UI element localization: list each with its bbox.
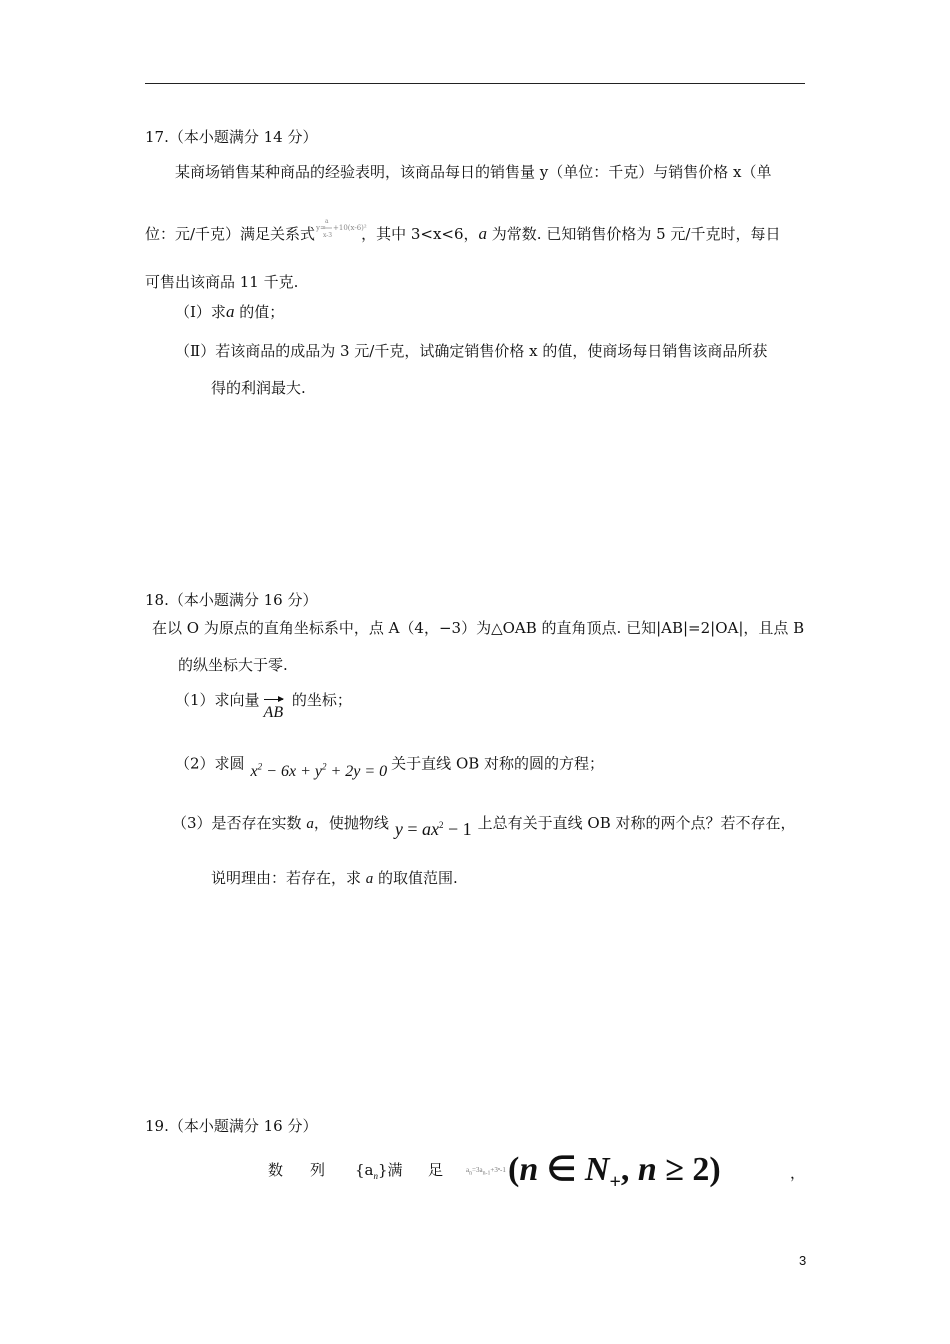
q19-word-5: 足 bbox=[428, 1161, 444, 1179]
q19-seq-symbol: $\{a_n\}$满 bbox=[355, 1161, 403, 1181]
q18-part1: （1）求向量 AB 的坐标； bbox=[175, 691, 352, 721]
circle-equation: $x^2 - 6x + y^2 + 2y = 0$ bbox=[250, 762, 388, 781]
q18-line1: 在以 O 为原点的直角坐标系中，点 A（4，−3）为△OAB 的直角顶点. 已知|AB|=2|OA|，且点 B bbox=[152, 619, 805, 637]
vector-ab: AB bbox=[264, 703, 284, 723]
q19-comma: ， bbox=[790, 1164, 806, 1182]
header-rule bbox=[145, 83, 805, 84]
q18-part3-line2: 说明理由：若存在，求 a 的取值范围. bbox=[211, 869, 458, 887]
q19-recurrence-image: $a_n=3a_{n-1}+3^n-1$ bbox=[466, 1166, 506, 1177]
svg-text:x-3: x-3 bbox=[323, 232, 333, 239]
q18-line2: 的纵坐标大于零. bbox=[178, 656, 288, 674]
q17-line3: 可售出该商品 11 千克. bbox=[145, 273, 299, 291]
svg-text:+10(x-6)²: +10(x-6)² bbox=[333, 224, 367, 232]
q19-title: 19.（本小题满分 16 分） bbox=[145, 1117, 318, 1135]
q19-word-2: 列 bbox=[310, 1161, 326, 1179]
q17-part1: （Ⅰ）求a 的值； bbox=[175, 302, 285, 321]
q19-formula: (n ∈ $N_+$, n ≥ 2) bbox=[508, 1151, 721, 1193]
parabola-equation: $y = ax^2 - 1$ bbox=[394, 819, 472, 839]
q17-title: 17.（本小题满分 14 分） bbox=[145, 128, 318, 146]
q18-part2: （2）求圆 $x^2 - 6x + y^2 + 2y = 0$ 关于直线 OB 对称的圆的方程； bbox=[175, 754, 605, 781]
q17-line2: 位：元/千克）满足关系式 a x-3 +10(x-6)² y= ，其中 3<x<6，a 为常数. 已知销售价格为 5 元/千克时，每日 bbox=[145, 218, 781, 243]
q18-part3: （3）是否存在实数 a，使抛物线 $y = ax^2 - 1$ 上总有关于直线 OB 对称的两个点？若不存在， bbox=[172, 814, 796, 839]
svg-text:a: a bbox=[325, 218, 329, 225]
q19-word-1: 数 bbox=[268, 1161, 284, 1179]
q17-formula-image bbox=[315, 218, 367, 245]
q17-part2-line2: 得的利润最大. bbox=[211, 379, 306, 397]
q17-line1: 某商场销售某种商品的经验表明，该商品每日的销售量 y（单位：千克）与销售价格 x（单 bbox=[175, 163, 772, 181]
q18-title: 18.（本小题满分 16 分） bbox=[145, 591, 318, 609]
svg-text:y=: y= bbox=[316, 224, 326, 232]
page-number: 3 bbox=[799, 1253, 807, 1268]
q17-part2-line1: （Ⅱ）若该商品的成品为 3 元/千克，试确定销售价格 x 的值，使商场每日销售该商品所获 bbox=[175, 342, 768, 360]
